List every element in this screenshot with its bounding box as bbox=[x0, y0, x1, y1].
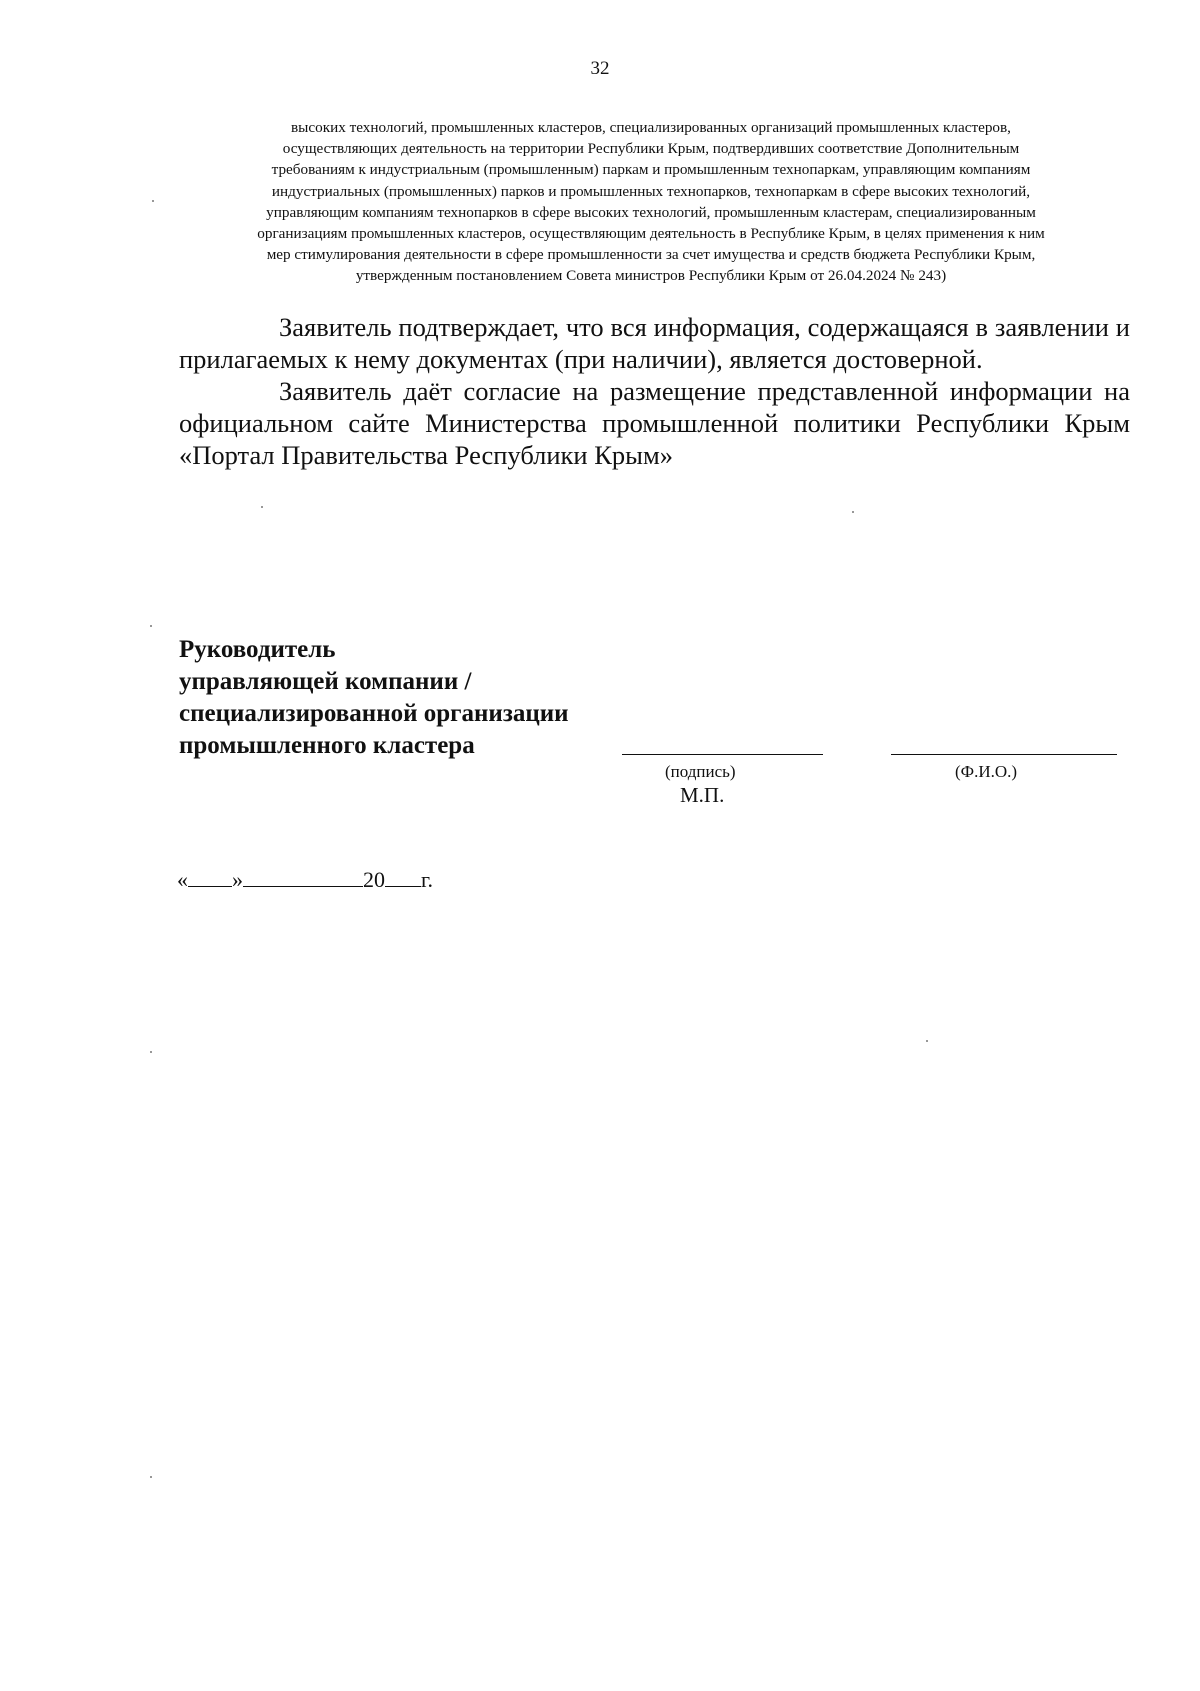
signatory-title-line: Руководитель bbox=[179, 636, 336, 663]
confirmation-paragraph: Заявитель подтверждает, что вся информация, содержащаяся в заявлении и прилагаемых к нему документах (при наличии), является достоверной. bbox=[179, 312, 1130, 374]
signatory-title-line: специализированной организации bbox=[179, 700, 569, 727]
scan-speck bbox=[152, 200, 154, 202]
consent-paragraph: Заявитель даёт согласие на размещение представленной информации на официальном сайте Министерства промышленной политики Республики Крым «Портал Правительства Республики Крым» bbox=[179, 376, 1130, 470]
signatory-title bbox=[179, 634, 699, 762]
scan-speck bbox=[852, 511, 854, 513]
header-note-line: требованиям к индустриальным (промышленным) паркам и промышленным технопаркам, управляющим компаниям bbox=[271, 161, 1031, 179]
year-prefix: 20 bbox=[363, 867, 385, 892]
header-note-line: индустриальных (промышленных) парков и промышленных технопарков, технопаркам в сфере высоких технологий, bbox=[271, 182, 1031, 200]
scan-speck bbox=[150, 625, 152, 627]
date-open-quote: « bbox=[177, 867, 188, 892]
full-name-caption: (Ф.И.О.) bbox=[955, 762, 1018, 781]
scan-speck bbox=[261, 506, 263, 508]
day-blank[interactable] bbox=[188, 864, 232, 887]
date-close-quote: » bbox=[232, 867, 243, 892]
stamp-label: М.П. bbox=[680, 783, 725, 807]
scan-speck bbox=[150, 1051, 152, 1053]
header-note-line: осуществляющих деятельность на территории Республики Крым, подтвердивших соответствие Дополнительным bbox=[282, 140, 1020, 158]
month-blank[interactable] bbox=[243, 864, 363, 887]
scan-speck bbox=[926, 1040, 928, 1042]
header-note-line: высоких технологий, промышленных кластеров, специализированных организаций промышленных кластеров, bbox=[291, 119, 1011, 136]
date-field bbox=[177, 864, 433, 894]
signatory-title-line: промышленного кластера bbox=[179, 732, 475, 759]
page-number: 32 bbox=[590, 58, 610, 79]
header-note-line: мер стимулирования деятельности в сфере промышленности за счет имущества и средств бюджета Республики Крым, bbox=[266, 246, 1036, 264]
signature-caption: (подпись) bbox=[665, 762, 736, 781]
scan-speck bbox=[150, 1476, 152, 1478]
body-text bbox=[179, 311, 1130, 471]
signature-line[interactable] bbox=[622, 754, 823, 755]
year-suffix: г. bbox=[421, 867, 434, 892]
full-name-line[interactable] bbox=[891, 754, 1117, 755]
year-blank[interactable] bbox=[385, 864, 421, 887]
header-note-line: управляющим компаниям технопарков в сфере высоких технологий, промышленным кластерам, специализированным bbox=[266, 203, 1036, 221]
header-note-line: организациям промышленных кластеров, осуществляющим деятельность в Республике Крым, в целях применения к ним bbox=[257, 225, 1045, 243]
header-note bbox=[172, 117, 1130, 287]
header-note-line: утвержденным постановлением Совета министров Республики Крым от 26.04.2024 № 243) bbox=[355, 267, 947, 285]
signatory-title-line: управляющей компании / bbox=[179, 668, 472, 695]
